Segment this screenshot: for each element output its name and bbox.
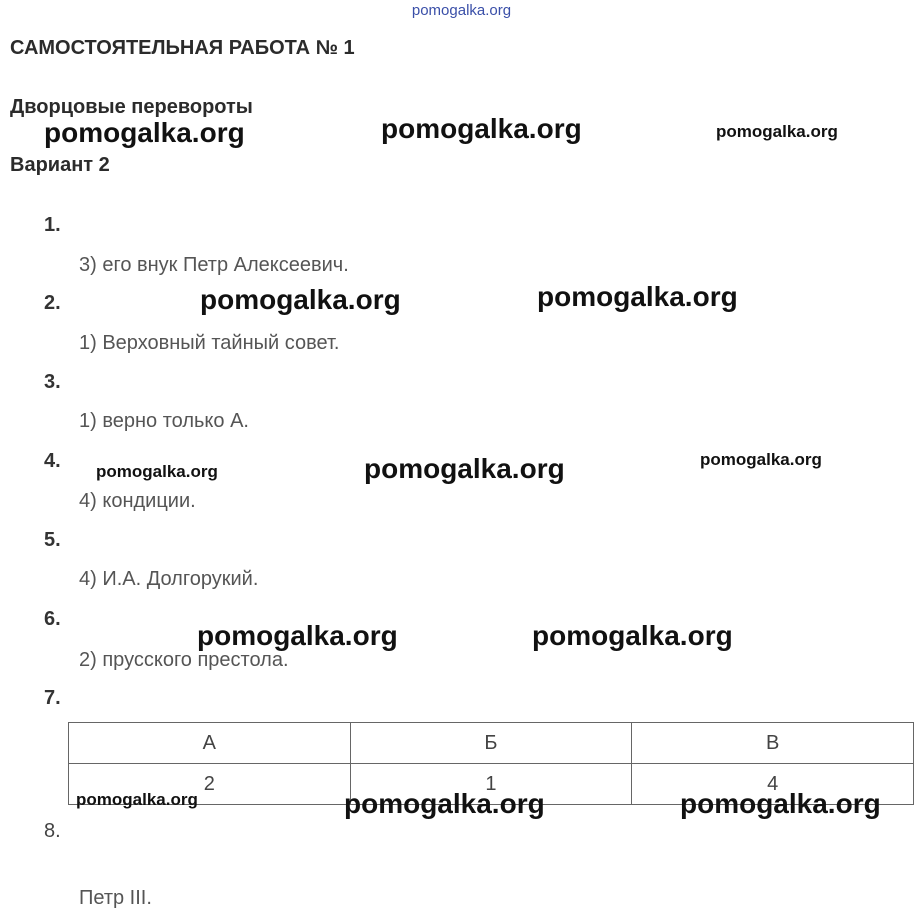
page-title: САМОСТОЯТЕЛЬНАЯ РАБОТА № 1 [10,37,355,59]
question-number: 6. [44,608,61,630]
question-number: 3. [44,371,61,393]
table-header-cell: В [632,723,914,764]
table-header-cell: Б [350,723,632,764]
top-watermark: pomogalka.org [411,2,512,19]
question-answer: Петр III. [79,887,152,909]
watermark: pomogalka.org [344,788,545,819]
question-number: 2. [44,292,61,314]
table-cell: 2 [69,764,351,805]
watermark: pomogalka.org [680,788,881,819]
question-answer: 1) верно только А. [79,410,249,432]
variant-heading: Вариант 2 [10,154,110,176]
question-answer: 1) Верховный тайный совет. [79,332,340,354]
table-cell: 1 [350,764,632,805]
question-number: 7. [44,687,61,709]
question-answer: 3) его внук Петр Алексеевич. [79,254,349,276]
watermark: pomogalka.org [716,122,838,141]
watermark: pomogalka.org [200,284,401,315]
watermark: pomogalka.org [381,113,582,144]
watermark: pomogalka.org [532,620,733,651]
question-number: 8. [44,820,61,842]
question-answer: 4) И.А. Долгорукий. [79,568,259,590]
topic-heading: Дворцовые перевороты [10,96,253,118]
question-number: 4. [44,450,61,472]
question-answer: 4) кондиции. [79,490,196,512]
watermark: pomogalka.org [96,462,218,481]
watermark: pomogalka.org [700,450,822,469]
table-cell: 4 [632,764,914,805]
watermark: pomogalka.org [76,790,198,809]
question-number: 5. [44,529,61,551]
question-answer: 2) прусского престола. [79,649,289,671]
watermark: pomogalka.org [44,117,245,148]
watermark: pomogalka.org [197,620,398,651]
table-header-row [69,723,914,764]
table-header-cell: А [69,723,351,764]
watermark: pomogalka.org [364,453,565,484]
question-number: 1. [44,214,61,236]
watermark: pomogalka.org [537,281,738,312]
